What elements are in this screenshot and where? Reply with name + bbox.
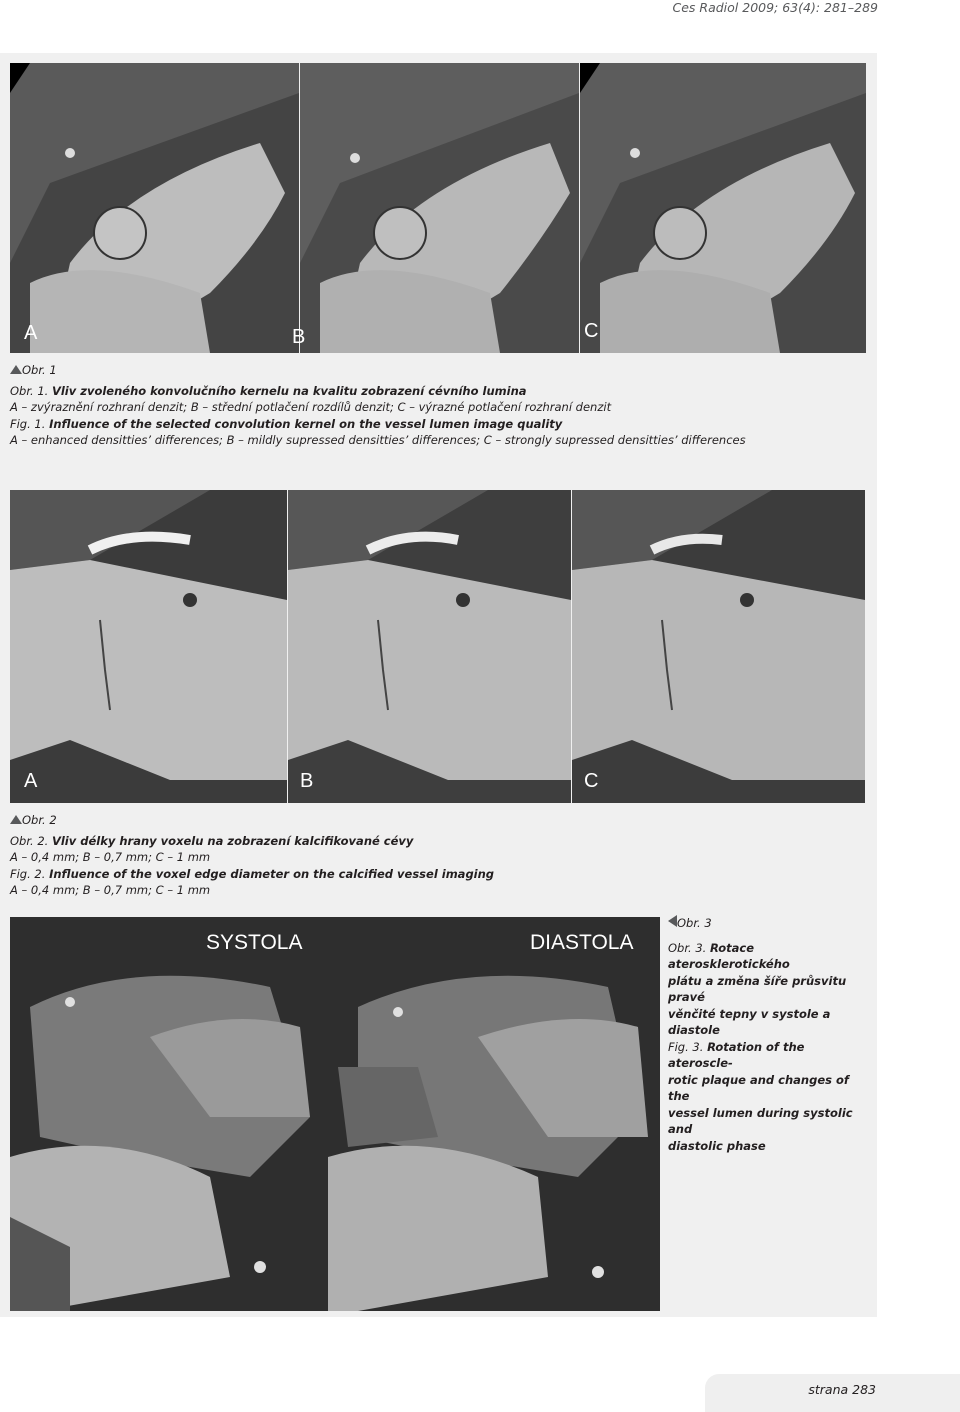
fig3-image-systola	[10, 917, 330, 1311]
fig1-image-b	[300, 63, 579, 353]
fig1-label-b: B	[292, 326, 306, 348]
page-number: strana 283	[808, 1382, 876, 1397]
fig2-caption: Obr. 2 Obr. 2. Vliv délky hrany voxelu na zobrazení kalcifikované cévy A – 0,4 mm; B – 0,7 mm; C – 1 mm Fig. 2. Influence of the voxel edge diameter on the calcified vessel imaging A – 0,4 mm; B – 0,7 mm; C – 1 mm	[10, 812, 870, 899]
fig3-tag: Obr. 3	[668, 915, 870, 932]
fig1-image-c	[580, 63, 866, 353]
triangle-up-icon	[10, 815, 22, 824]
fig2-image-a	[10, 490, 287, 803]
triangle-up-icon	[10, 365, 22, 374]
fig2-tag: Obr. 2	[10, 812, 870, 829]
fig3-caption: Obr. 3 Obr. 3. Rotace aterosklerotického plátu a změna šíře průsvitu pravé věnčité tepny v systole a diastole Fig. 3. Rotation of the ateroscle- rotic plaque and changes of the vessel lumen during systolic and diastolic phase	[668, 915, 870, 1154]
fig3-image-diastola	[328, 917, 660, 1311]
fig3-label-systola: SYSTOLA	[206, 931, 303, 954]
fig1-label-a: A	[24, 322, 38, 344]
fig2-label-b: B	[300, 770, 314, 792]
fig2-label-c: C	[584, 770, 599, 792]
fig2-image-b	[288, 490, 571, 803]
fig2-image-c	[572, 490, 865, 803]
fig1-label-c: C	[584, 320, 599, 342]
journal-header: Ces Radiol 2009; 63(4): 281–289	[672, 0, 878, 15]
fig1-image-a	[10, 63, 299, 353]
fig1-caption: Obr. 1 Obr. 1. Vliv zvoleného konvolučního kernelu na kvalitu zobrazení cévního lumina A – zvýraznění rozhraní denzit; B – střední potlačení rozdílů denzit; C – výrazné potlačení rozhraní denzit Fig. 1. Influence of the selected convolution kernel on the vessel lumen image quality A – enhanced densitties’ differences; B – mildly supressed densitties’ differences; C – strongly supressed densitties’ differences	[10, 362, 870, 449]
fig1-tag: Obr. 1	[10, 362, 870, 379]
fig2-label-a: A	[24, 770, 38, 792]
fig3-label-diastola: DIASTOLA	[530, 931, 634, 954]
triangle-left-icon	[668, 915, 677, 927]
